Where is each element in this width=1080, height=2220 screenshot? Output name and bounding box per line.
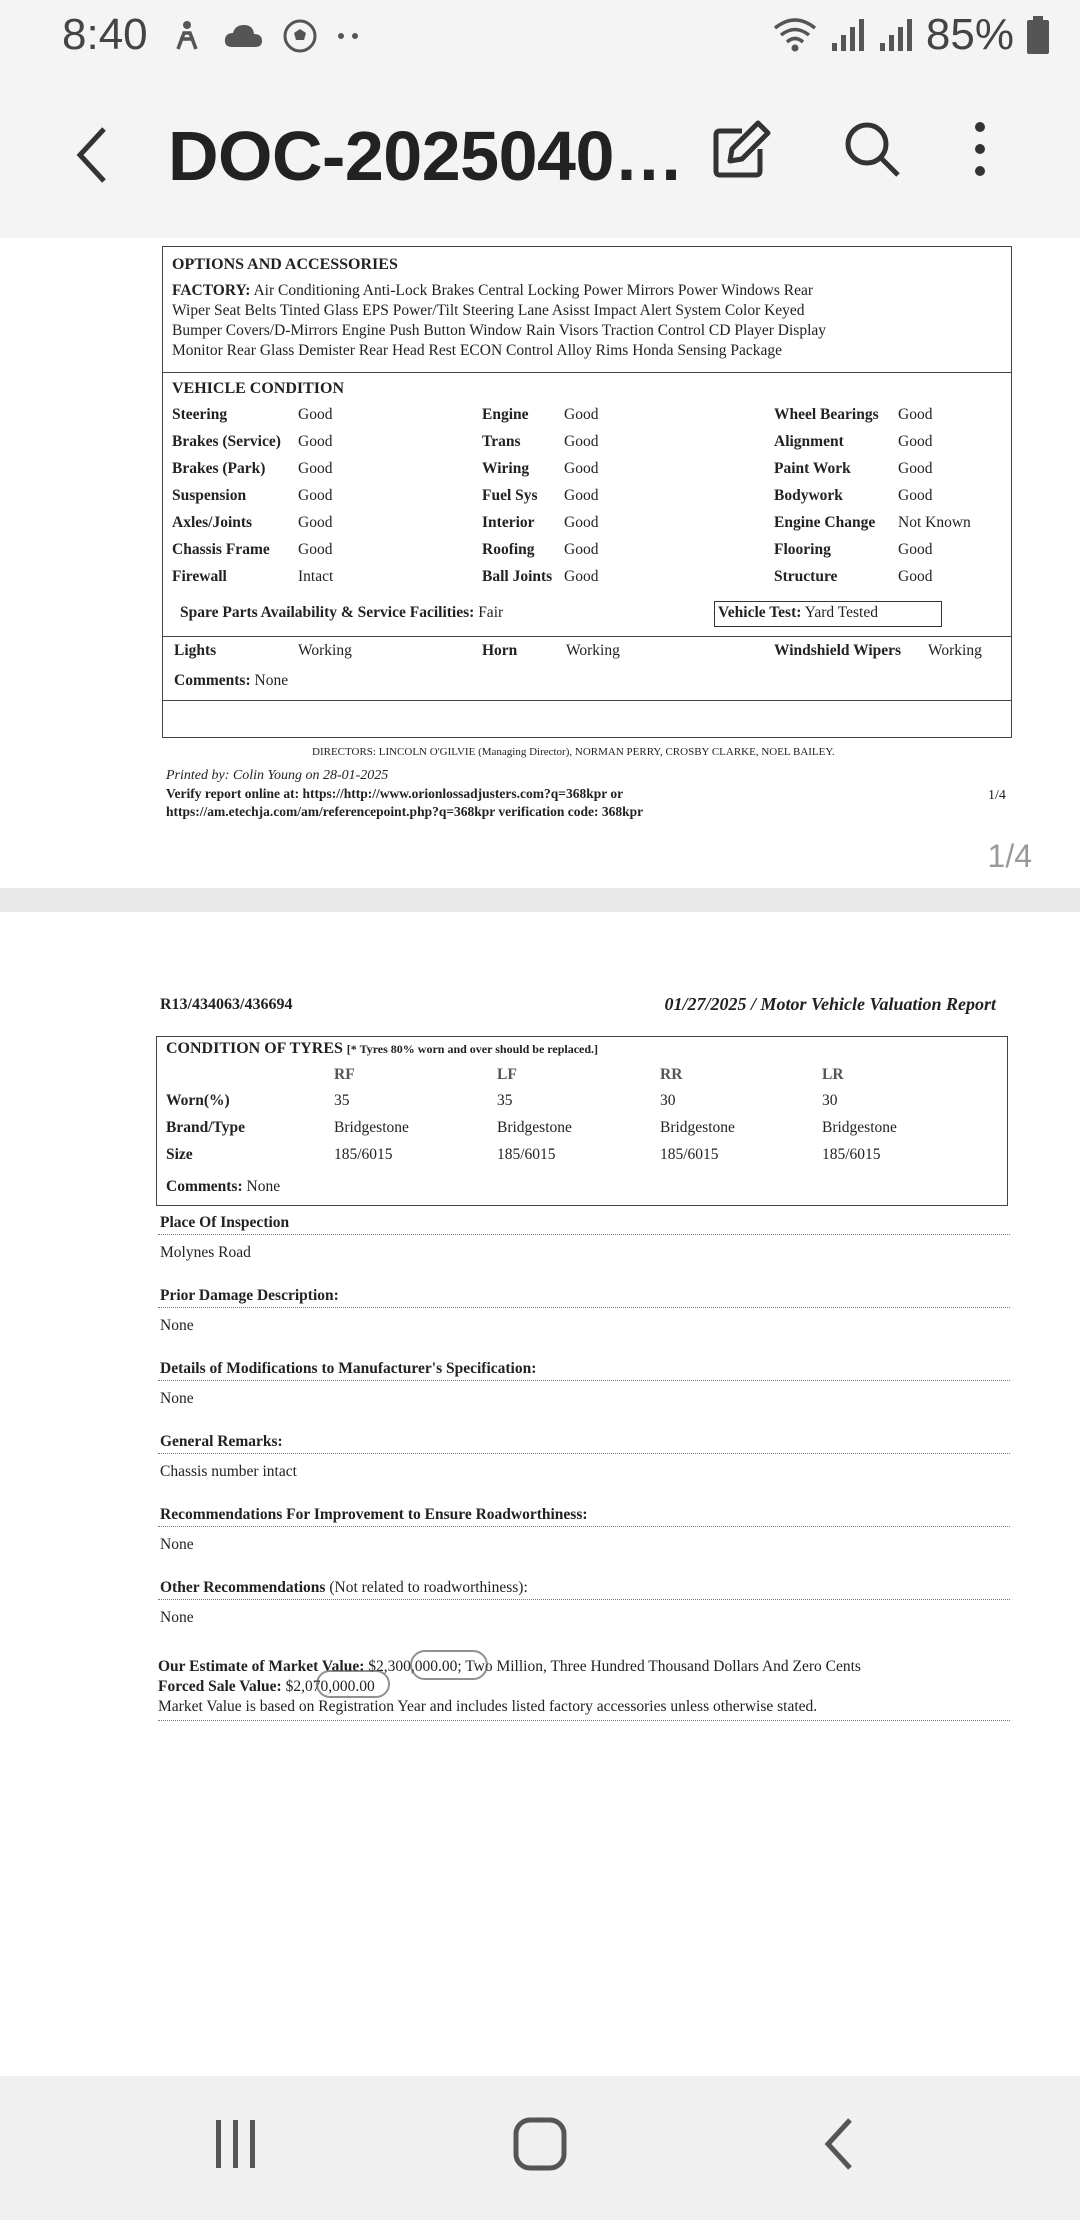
home-icon [512, 2116, 568, 2172]
accessibility-icon [170, 19, 204, 53]
spare-parts-row [180, 604, 503, 622]
tyre-worn-value: 35 [497, 1092, 513, 1109]
condition-value: Good [564, 568, 599, 585]
recent-apps-icon [212, 2116, 260, 2172]
battery-percent: 85% [925, 10, 1014, 59]
condition-label: Engine Change [774, 514, 876, 531]
section-title: General Remarks: [160, 1433, 283, 1450]
tyre-row-label: Worn(%) [166, 1092, 230, 1109]
factory-items-2: Wiper Seat Belts Tinted Glass EPS Power/Tilt Steering Lane Asisst Impact Alert System Color Keyed [172, 302, 805, 319]
printed-by: Printed by: Colin Young on 28-01-2025 [166, 768, 389, 783]
tyre-size-value: 185/6015 [497, 1146, 556, 1163]
nav-back-icon [822, 2116, 858, 2172]
condition-label: Structure [774, 568, 838, 585]
tyre-row-label: Brand/Type [166, 1119, 245, 1136]
page-number: 1/4 [988, 788, 1006, 803]
market-value-label: Our Estimate of Market Value: [158, 1658, 365, 1675]
page-indicator: 1/4 [987, 838, 1032, 874]
section-title: Place Of Inspection [160, 1214, 290, 1231]
condition-value: Good [898, 541, 933, 558]
tyre-comments-value: None [246, 1178, 281, 1195]
home-button[interactable] [512, 2116, 568, 2177]
section-value: None [160, 1609, 194, 1626]
condition-value: Good [298, 406, 333, 423]
tyre-column-header: LR [822, 1066, 844, 1083]
section-title: Details of Modifications to Manufacturer's Specification: [160, 1360, 537, 1377]
search-icon [842, 119, 902, 179]
signal-icon-1 [830, 17, 866, 53]
condition-title: VEHICLE CONDITION [172, 380, 345, 397]
comments-label: Comments: [174, 672, 251, 689]
tyre-worn-value: 30 [822, 1092, 838, 1109]
section-value: Chassis number intact [160, 1463, 297, 1480]
signal-icon-2 [878, 17, 914, 53]
nav-back-button[interactable] [822, 2116, 858, 2177]
factory-line-1 [172, 282, 813, 300]
condition-label: Chassis Frame [172, 541, 270, 558]
factory-items-1: Air Conditioning Anti-Lock Brakes Central Locking Power Mirrors Power Windows Rear [253, 282, 814, 299]
condition-label: Alignment [774, 433, 844, 450]
condition-label: Trans [482, 433, 521, 450]
divider [162, 700, 1012, 701]
tyre-column-header: RR [660, 1066, 683, 1083]
section-title-row [160, 1287, 339, 1305]
horn-label: Horn [482, 642, 518, 659]
tyre-column-header: LF [497, 1066, 517, 1083]
dotted-divider [158, 1380, 1010, 1381]
condition-value: Good [298, 541, 333, 558]
condition-label: Brakes (Park) [172, 460, 266, 477]
condition-value: Good [298, 433, 333, 450]
forced-sale-value: $2,070,000.00 [285, 1678, 375, 1695]
wipers-label: Windshield Wipers [774, 642, 902, 659]
condition-value: Good [898, 406, 933, 423]
edit-button[interactable] [708, 114, 776, 184]
tyre-brand-value: Bridgestone [334, 1119, 409, 1136]
tyre-brand-value: Bridgestone [822, 1119, 897, 1136]
tyre-size-value: 185/6015 [660, 1146, 719, 1163]
condition-value: Good [898, 460, 933, 477]
tyre-row-label: Size [166, 1146, 193, 1163]
condition-value: Good [898, 433, 933, 450]
condition-value: Good [898, 568, 933, 585]
condition-value: Good [564, 433, 599, 450]
company-stamp-icon [410, 1650, 488, 1680]
condition-value: Good [564, 487, 599, 504]
cloud-icon [222, 21, 264, 51]
vehicle-test-value: Yard Tested [804, 604, 878, 621]
condition-value: Good [898, 487, 933, 504]
verify-line-1: Verify report online at: https://http://www.orionlossadjusters.com?q=368kpr or [166, 786, 624, 801]
condition-label: Roofing [482, 541, 535, 558]
lights-label: Lights [174, 642, 217, 659]
lights-value: Working [298, 642, 352, 659]
condition-label: Brakes (Service) [172, 433, 281, 450]
section-value: None [160, 1317, 194, 1334]
edit-icon [712, 119, 772, 179]
tyre-comments-label: Comments: [166, 1178, 243, 1195]
wifi-icon [772, 16, 818, 54]
section-title-row [160, 1214, 289, 1232]
report-header: 01/27/2025 / Motor Vehicle Valuation Report [664, 994, 996, 1014]
back-arrow-icon [72, 123, 112, 187]
spare-parts-value: Fair [478, 604, 504, 621]
more-vert-icon [973, 119, 987, 179]
status-time: 8:40 [62, 10, 148, 59]
more-notifications-icon [336, 31, 362, 41]
condition-label: Wheel Bearings [774, 406, 879, 423]
condition-label: Steering [172, 406, 228, 423]
horn-value: Working [566, 642, 620, 659]
section-title-row [160, 1433, 283, 1451]
market-value-row [158, 1658, 861, 1676]
condition-value: Good [298, 487, 333, 504]
back-button[interactable] [62, 120, 122, 190]
tyre-worn-value: 30 [660, 1092, 676, 1109]
section-title-suffix: (Not related to roadworthiness): [329, 1579, 528, 1596]
more-options-button[interactable] [960, 114, 1000, 184]
tyre-comments-row [166, 1178, 280, 1196]
condition-label: Axles/Joints [172, 514, 253, 531]
condition-label: Paint Work [774, 460, 851, 477]
section-value: Molynes Road [160, 1244, 251, 1261]
status-right [772, 10, 1050, 60]
condition-label: Interior [482, 514, 535, 531]
section-title: Other Recommendations [160, 1579, 326, 1596]
divider [162, 372, 1012, 373]
market-value: $2,300,000.00; Two Million, Three Hundred Thousand Dollars And Zero Cents [368, 1658, 861, 1675]
forced-sale-label: Forced Sale Value: [158, 1678, 282, 1695]
document-page-1[interactable] [0, 238, 1080, 888]
comments-row [174, 672, 288, 690]
options-title: OPTIONS AND ACCESSORIES [172, 256, 398, 273]
company-stamp-icon [316, 1670, 390, 1698]
condition-label: Bodywork [774, 487, 843, 504]
section-title-row [160, 1506, 588, 1524]
dotted-divider [158, 1453, 1010, 1454]
document-page-2[interactable] [0, 912, 1080, 2076]
dotted-divider [158, 1526, 1010, 1527]
condition-label: Flooring [774, 541, 831, 558]
condition-label: Suspension [172, 487, 247, 504]
recent-apps-button[interactable] [212, 2116, 260, 2177]
tyre-size-value: 185/6015 [334, 1146, 393, 1163]
notification-icons [170, 18, 362, 54]
tyres-title: CONDITION OF TYRES [166, 1040, 343, 1057]
soccer-ball-icon [282, 18, 318, 54]
condition-label: Engine [482, 406, 529, 423]
condition-label: Firewall [172, 568, 227, 585]
app-bar [0, 72, 1080, 239]
search-button[interactable] [838, 114, 906, 184]
comments-value: None [254, 672, 289, 689]
tyre-brand-value: Bridgestone [497, 1119, 572, 1136]
tyre-brand-value: Bridgestone [660, 1119, 735, 1136]
condition-label: Wiring [482, 460, 530, 477]
condition-value: Good [564, 460, 599, 477]
status-bar [0, 0, 1080, 72]
condition-label: Fuel Sys [482, 487, 538, 504]
section-title: Prior Damage Description: [160, 1287, 339, 1304]
navigation-bar [0, 2076, 1080, 2220]
tyre-size-value: 185/6015 [822, 1146, 881, 1163]
dotted-divider [158, 1307, 1010, 1308]
directors-line: DIRECTORS: LINCOLN O'GILVIE (Managing Director), NORMAN PERRY, CROSBY CLARKE, NOEL BAILEY. [312, 746, 835, 758]
tyre-column-header: RF [334, 1066, 355, 1083]
factory-items-4: Monitor Rear Glass Demister Rear Head Rest ECON Control Alloy Rims Honda Sensing Package [172, 342, 783, 359]
tyre-worn-value: 35 [334, 1092, 350, 1109]
condition-value: Good [564, 541, 599, 558]
tyres-title-row [166, 1040, 598, 1058]
dotted-divider [158, 1234, 1010, 1235]
factory-items-3: Bumper Covers/D-Mirrors Engine Push Button Window Rain Visors Traction Control CD Player Display [172, 322, 827, 339]
section-value: None [160, 1536, 194, 1553]
dotted-divider [158, 1720, 1010, 1721]
condition-label: Ball Joints [482, 568, 553, 585]
vehicle-test-label: Vehicle Test: [718, 604, 802, 621]
section-title-row [160, 1579, 528, 1597]
divider [162, 636, 1012, 637]
dotted-divider [158, 1599, 1010, 1600]
market-note: Market Value is based on Registration Year and includes listed factory accessories unless otherwise stated. [158, 1698, 818, 1715]
section-title-row [160, 1360, 536, 1378]
condition-value: Good [564, 514, 599, 531]
section-title: Recommendations For Improvement to Ensure Roadworthiness: [160, 1506, 588, 1523]
condition-value: Good [564, 406, 599, 423]
tyres-note: [* Tyres 80% worn and over should be replaced.] [346, 1042, 599, 1056]
factory-label: FACTORY: [172, 282, 251, 299]
vehicle-test-row [718, 604, 878, 622]
spare-parts-label: Spare Parts Availability & Service Facilities: [180, 604, 475, 621]
condition-value: Intact [298, 568, 334, 585]
reference-number: R13/434063/436694 [160, 996, 293, 1013]
condition-value: Good [298, 460, 333, 477]
verify-line-2: https://am.etechja.com/am/referencepoint.php?q=368kpr verification code: 368kpr [166, 804, 644, 819]
section-value: None [160, 1390, 194, 1407]
condition-value: Not Known [898, 514, 971, 531]
document-title: DOC-2025040… [168, 117, 684, 195]
wipers-value: Working [928, 642, 982, 659]
condition-value: Good [298, 514, 333, 531]
battery-icon [1026, 16, 1050, 54]
